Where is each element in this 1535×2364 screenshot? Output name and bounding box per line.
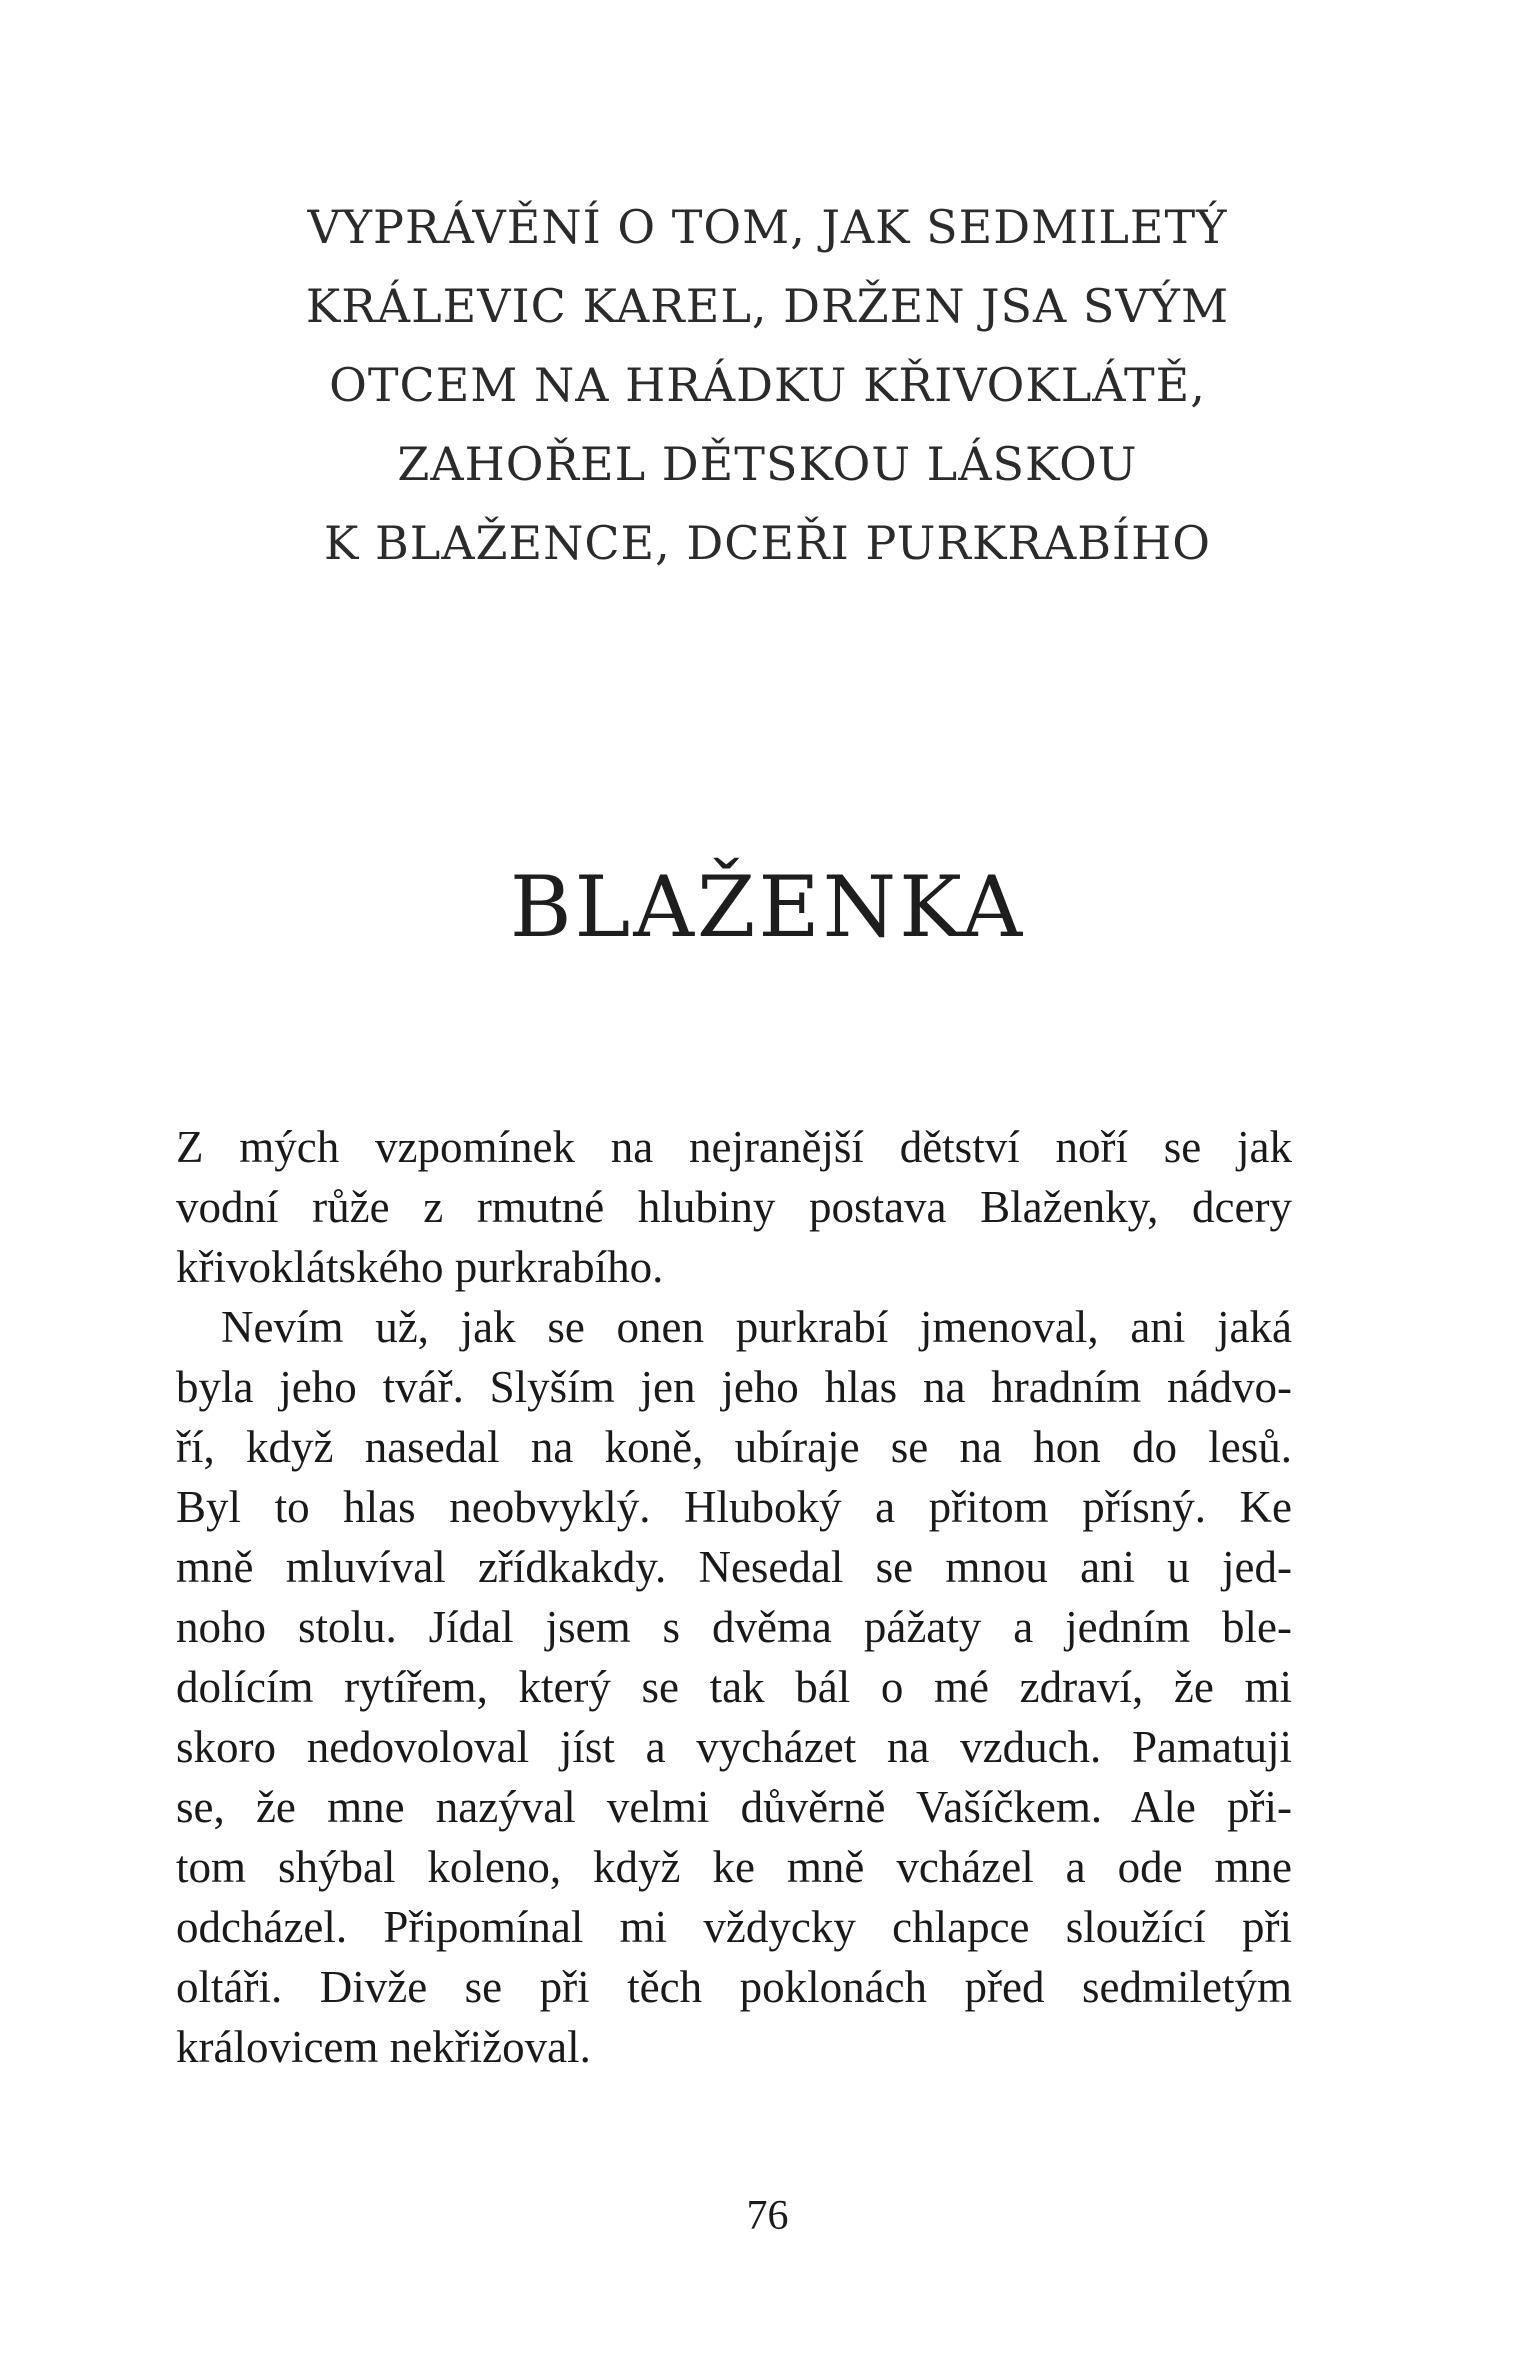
text-line: odcházel. Připomínal mi vždycky chlapce sloužící při: [176, 1902, 1292, 1952]
text-line: Byl to hlas neobvyklý. Hluboký a přitom přísný. Ke: [176, 1482, 1292, 1532]
text-line: oltáři. Divže se při těch poklonách před sedmiletým: [176, 1962, 1292, 2012]
text-line: Z mých vzpomínek na nejranější dětství noří se jak: [176, 1122, 1292, 1172]
page-number: 76: [746, 2193, 789, 2239]
text-line: královicem nekřižoval.: [176, 2022, 591, 2072]
body-text: [176, 1117, 1292, 2077]
text-line: ří, když nasedal na koně, ubíraje se na hon do lesů.: [176, 1422, 1292, 1472]
subtitle-line: OTCEM NA HRÁDKU KŘIVOKLÁTĚ,: [329, 358, 1206, 412]
subtitle-line: K BLAŽENCE, DCEŘI PURKRABÍHO: [323, 516, 1212, 570]
text-line: noho stolu. Jídal jsem s dvěma pážaty a jedním ble-: [176, 1602, 1292, 1652]
text-line: dolícím rytířem, který se tak bál o mé zdraví, že mi: [176, 1662, 1292, 1712]
subtitle-line: VYPRÁVĚNÍ O TOM, JAK SEDMILETÝ: [307, 200, 1228, 254]
text-line: křivoklátského purkrabího.: [176, 1242, 664, 1292]
text-line: se, že mne nazýval velmi důvěrně Vašíčkem. Ale při-: [176, 1782, 1292, 1832]
chapter-title: BLAŽENKA: [509, 858, 1026, 956]
text-line: Nevím už, jak se onen purkrabí jmenoval, ani jaká: [221, 1302, 1292, 1352]
text-line: byla jeho tvář. Slyším jen jeho hlas na hradním nádvo-: [176, 1362, 1292, 1412]
text-line: skoro nedovoloval jíst a vycházet na vzduch. Pamatuji: [176, 1722, 1292, 1772]
text-line: tom shýbal koleno, když ke mně vcházel a ode mne: [176, 1842, 1292, 1892]
subtitle-line: KRÁLEVIC KAREL, DRŽEN JSA SVÝM: [305, 279, 1230, 333]
chapter-subtitle: [200, 188, 1335, 583]
text-line: mně mluvíval zřídkakdy. Nesedal se mnou ani u jed-: [176, 1542, 1292, 1592]
subtitle-line: ZAHOŘEL DĚTSKOU LÁSKOU: [397, 437, 1138, 491]
text-line: vodní růže z rmutné hlubiny postava Blaženky, dcery: [176, 1182, 1292, 1232]
